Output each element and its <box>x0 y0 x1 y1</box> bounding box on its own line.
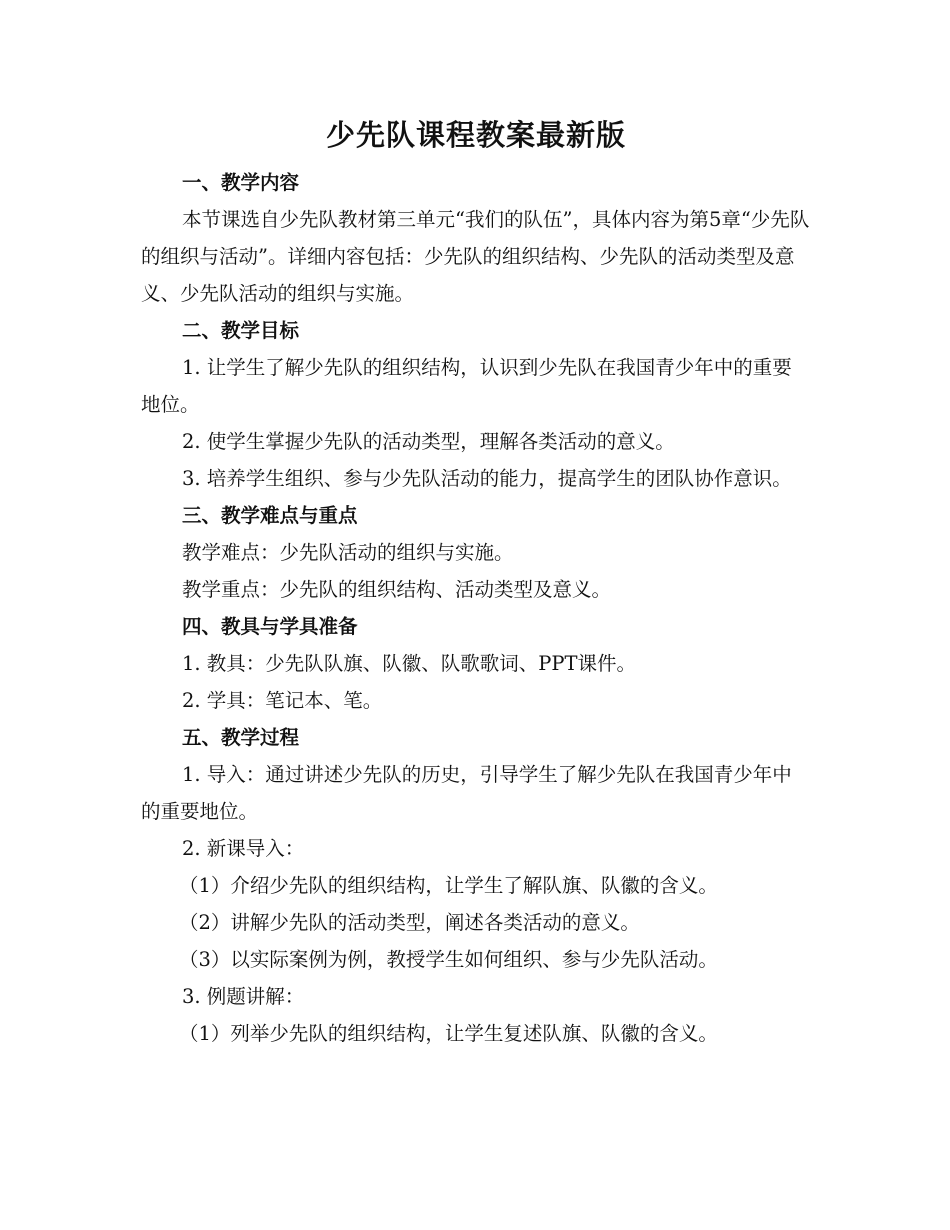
section-heading-difficulties: 三、教学难点与重点 <box>182 504 358 527</box>
focus-text: 教学重点：少先队的组织结构、活动类型及意义。 <box>182 578 612 601</box>
objective-item: 3. 培养学生组织、参与少先队活动的能力，提高学生的团队协作意识。 <box>182 467 792 490</box>
section-heading-materials: 四、教具与学具准备 <box>182 615 358 638</box>
section-heading-process: 五、教学过程 <box>182 726 300 749</box>
section-heading-content: 一、教学内容 <box>182 171 300 194</box>
process-substep: （1）介绍少先队的组织结构，让学生了解队旗、队徽的含义。 <box>179 874 718 897</box>
process-step: 3. 例题讲解： <box>182 985 305 1008</box>
process-step: 2. 新课导入： <box>182 837 305 860</box>
document-title: 少先队课程教案最新版 <box>325 118 626 152</box>
objective-item: 2. 使学生掌握少先队的活动类型，理解各类活动的意义。 <box>182 430 675 453</box>
process-step: 1. 导入：通过讲述少先队的历史，引导学生了解少先队在我国青少年中的重要地位。 <box>141 763 792 823</box>
section-heading-objectives: 二、教学目标 <box>182 319 300 342</box>
materials-item: 2. 学具：笔记本、笔。 <box>182 689 383 712</box>
objective-item: 1. 让学生了解少先队的组织结构，认识到少先队在我国青少年中的重要地位。 <box>141 356 792 416</box>
materials-item: 1. 教具：少先队队旗、队徽、队歌歌词、PPT课件。 <box>182 652 637 675</box>
process-substep: （2）讲解少先队的活动类型，阐述各类活动的意义。 <box>179 911 640 934</box>
difficulty-text: 教学难点：少先队活动的组织与实施。 <box>182 541 514 564</box>
document-body <box>141 110 811 1052</box>
process-substep: （3）以实际案例为例，教授学生如何组织、参与少先队活动。 <box>179 948 718 971</box>
process-substep: （1）列举少先队的组织结构，让学生复述队旗、队徽的含义。 <box>179 1022 718 1045</box>
paragraph-content-intro: 本节课选自少先队教材第三单元“我们的队伍”，具体内容为第5章“少先队的组织与活动”。详细内容包括：少先队的组织结构、少先队的活动类型及意义、少先队活动的组织与实施。 <box>141 208 810 305</box>
